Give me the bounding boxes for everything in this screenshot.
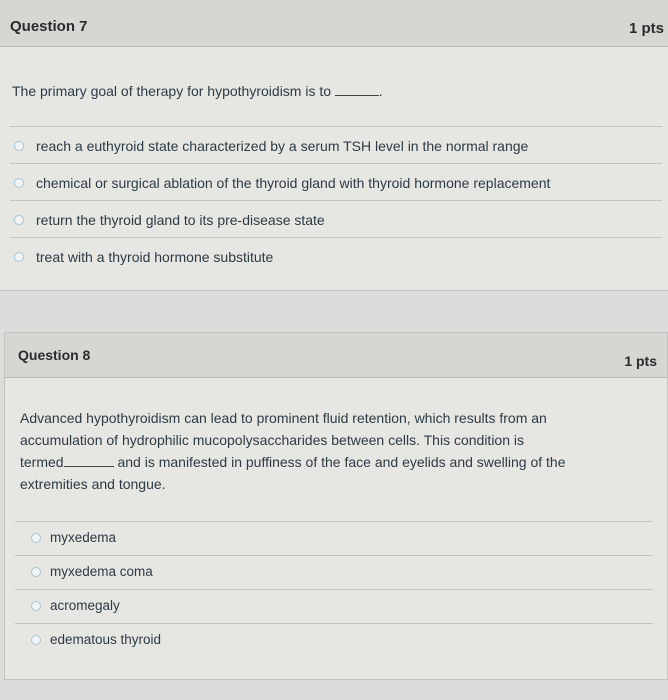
radio-button[interactable] — [14, 141, 24, 151]
radio-button[interactable] — [14, 178, 24, 188]
answer-label[interactable]: chemical or surgical ablation of the thyroid gland with thyroid hormone replacement — [36, 175, 551, 191]
radio-button[interactable] — [31, 533, 41, 543]
prompt-text: The primary goal of therapy for hypothyroidism is to — [12, 83, 332, 99]
answer-label[interactable]: reach a euthyroid state characterized by a serum TSH level in the normal range — [36, 138, 529, 154]
prompt-line: Advanced hypothyroidism can lead to prominent fluid retention, which results from an — [20, 410, 547, 426]
answer-label[interactable]: myxedema coma — [50, 564, 153, 579]
answer-option[interactable] — [10, 200, 662, 237]
question-header — [5, 333, 667, 378]
prompt-text: termed — [20, 454, 64, 470]
radio-button[interactable] — [31, 635, 41, 645]
question-title: Question 7 — [10, 18, 88, 35]
answer-option[interactable] — [10, 163, 662, 200]
answer-label[interactable]: edematous thyroid — [50, 632, 162, 647]
prompt-text: and is manifested in puffiness of the face and eyelids and swelling of the — [117, 454, 566, 470]
radio-button[interactable] — [14, 215, 24, 225]
answer-label[interactable]: treat with a thyroid hormone substitute — [36, 249, 274, 265]
answer-blank — [64, 454, 114, 467]
answer-label[interactable]: myxedema — [50, 530, 117, 545]
radio-button[interactable] — [31, 567, 41, 577]
question-prompt — [20, 407, 650, 495]
question-points: 1 pts — [624, 353, 657, 369]
answer-option[interactable] — [10, 237, 662, 274]
radio-button[interactable] — [14, 252, 24, 262]
answer-list — [10, 126, 662, 274]
answer-option[interactable] — [15, 521, 653, 555]
prompt-end: . — [378, 83, 383, 99]
answer-option[interactable] — [15, 555, 653, 589]
question-8-card — [4, 332, 668, 680]
question-prompt — [12, 80, 383, 102]
answer-label[interactable]: return the thyroid gland to its pre-disease state — [36, 212, 325, 228]
radio-button[interactable] — [31, 601, 41, 611]
question-points: 1 pts — [628, 20, 664, 37]
question-7-card — [0, 0, 668, 291]
answer-blank — [335, 83, 379, 96]
answer-option[interactable] — [10, 126, 662, 163]
answer-list — [15, 521, 653, 657]
question-header — [0, 0, 668, 47]
prompt-line: accumulation of hydrophilic mucopolysaccharides between cells. This condition is — [20, 432, 524, 448]
answer-option[interactable] — [15, 623, 653, 657]
answer-option[interactable] — [15, 589, 653, 623]
question-title: Question 8 — [18, 347, 91, 363]
prompt-line — [20, 451, 650, 473]
answer-label[interactable]: acromegaly — [50, 598, 120, 613]
prompt-line: extremities and tongue. — [20, 476, 166, 492]
